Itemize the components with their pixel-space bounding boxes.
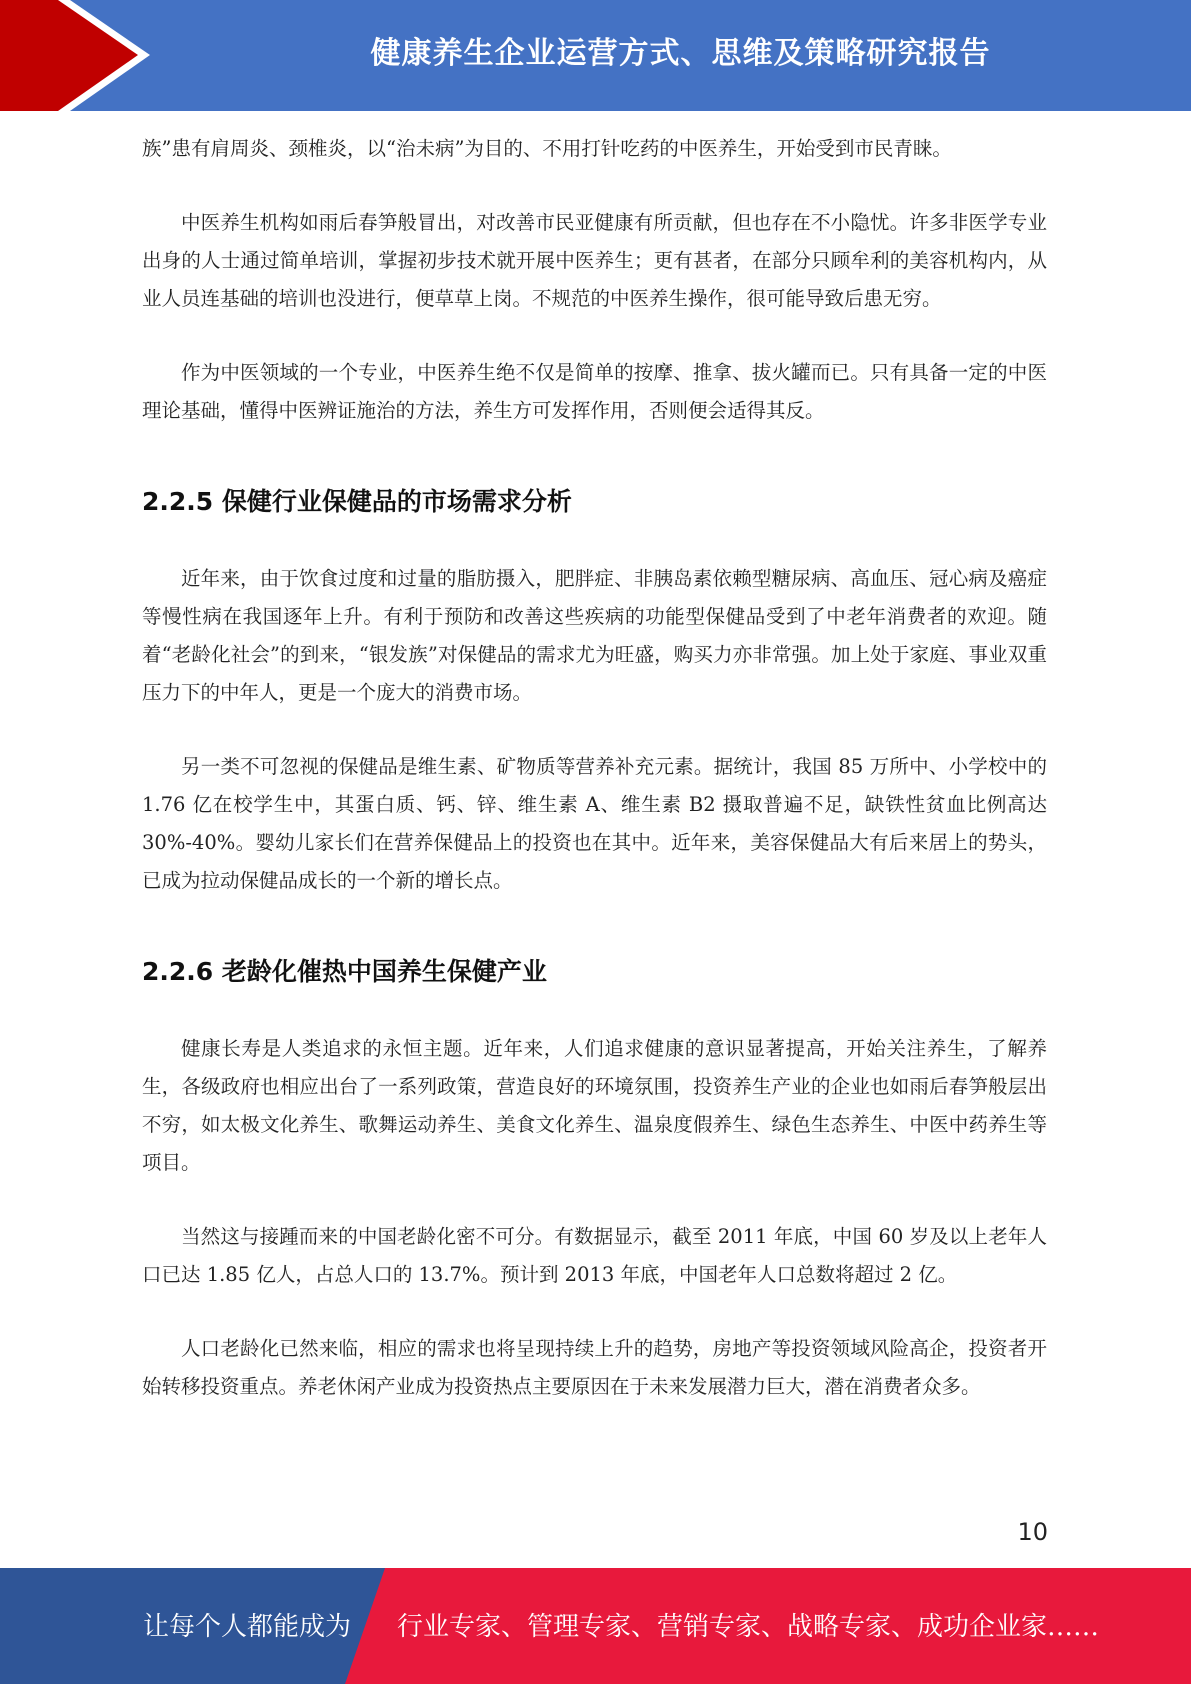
page-header bbox=[0, 0, 1191, 111]
section-heading-2-2-6: 2.2.6 老龄化催热中国养生保健产业 bbox=[142, 957, 547, 986]
section-heading-2-2-5: 2.2.5 保健行业保健品的市场需求分析 bbox=[142, 487, 572, 516]
paragraph: 作为中医领域的一个专业，中医养生绝不仅是简单的按摩、推拿、拔火罐而已。只有具备一定的中医理论基础，懂得中医辨证施治的方法，养生方可发挥作用，否则便会适得其反。 bbox=[142, 361, 1047, 422]
paragraph: 另一类不可忽视的保健品是维生素、矿物质等营养补充元素。据统计，我国 85 万所中、小学校中的 1.76 亿在校学生中，其蛋白质、钙、锌、维生素 A、维生素 B2 摄取普遍不足，缺铁性贫血比例高达 30%-40%。婴幼儿家长们在营养保健品上的投资也在其中。近年来，美容保健品大有后来居上的势头，已成为拉动保健品成长的一个新的增长点。 bbox=[142, 755, 1047, 892]
paragraph: 族”患有肩周炎、颈椎炎，以“治未病”为目的、不用打针吃药的中医养生，开始受到市民青睐。 bbox=[142, 137, 952, 160]
page-footer bbox=[0, 1568, 1191, 1684]
report-title: 健康养生企业运营方式、思维及策略研究报告 bbox=[370, 36, 991, 71]
paragraph: 中医养生机构如雨后春笋般冒出，对改善市民亚健康有所贡献，但也存在不小隐忧。许多非医学专业出身的人士通过简单培训，掌握初步技术就开展中医养生；更有甚者，在部分只顾牟利的美容机构内，从业人员连基础的培训也没进行，便草草上岗。不规范的中医养生操作，很可能导致后患无穷。 bbox=[142, 211, 1047, 310]
footer-slogan-right: 行业专家、管理专家、营销专家、战略专家、成功企业家…… bbox=[397, 1612, 1100, 1642]
header-arrow-icon bbox=[0, 0, 160, 111]
paragraph: 当然这与接踵而来的中国老龄化密不可分。有数据显示，截至 2011 年底，中国 60 岁及以上老年人口已达 1.85 亿人，占总人口的 13.7%。预计到 2013 年底，中国老年人口总数将超过 2 亿。 bbox=[142, 1225, 1047, 1286]
page-number: 10 bbox=[1017, 1518, 1048, 1546]
paragraph: 人口老龄化已然来临，相应的需求也将呈现持续上升的趋势，房地产等投资领域风险高企，投资者开始转移投资重点。养老休闲产业成为投资热点主要原因在于未来发展潜力巨大，潜在消费者众多。 bbox=[142, 1337, 1047, 1398]
paragraph: 健康长寿是人类追求的永恒主题。近年来，人们追求健康的意识显著提高，开始关注养生，了解养生，各级政府也相应出台了一系列政策，营造良好的环境氛围，投资养生产业的企业也如雨后春笋般层出不穷，如太极文化养生、歌舞运动养生、美食文化养生、温泉度假养生、绿色生态养生、中医中药养生等项目。 bbox=[142, 1037, 1047, 1174]
paragraph: 近年来，由于饮食过度和过量的脂肪摄入，肥胖症、非胰岛素依赖型糖尿病、高血压、冠心病及癌症等慢性病在我国逐年上升。有利于预防和改善这些疾病的功能型保健品受到了中老年消费者的欢迎。随着“老龄化社会”的到来，“银发族”对保健品的需求尤为旺盛，购买力亦非常强。加上处于家庭、事业双重压力下的中年人，更是一个庞大的消费市场。 bbox=[142, 567, 1047, 704]
document-body bbox=[142, 130, 1047, 1442]
footer-slogan-left: 让每个人都能成为 bbox=[143, 1612, 352, 1642]
